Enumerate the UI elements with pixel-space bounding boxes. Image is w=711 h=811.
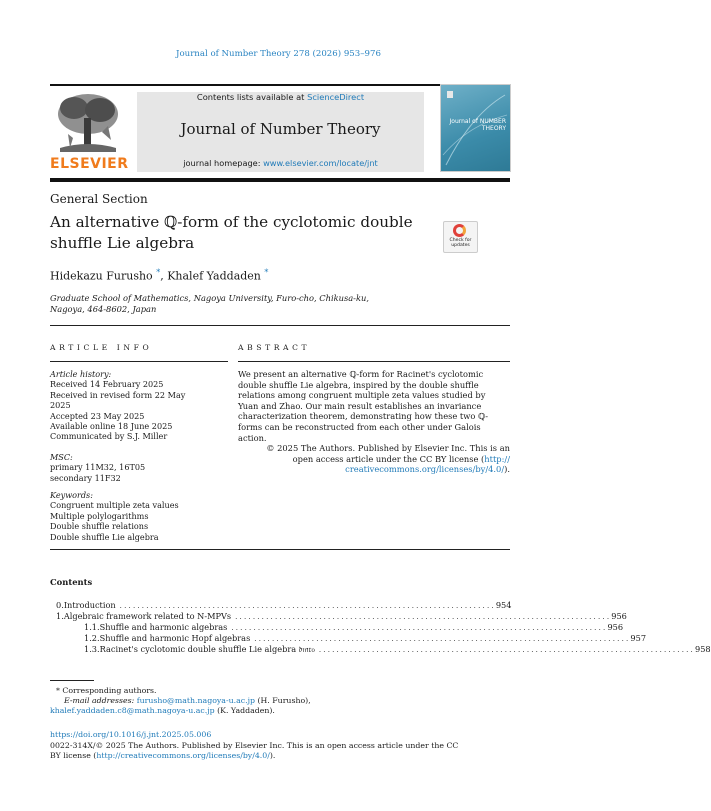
toc-number: 1.3. — [84, 644, 100, 654]
copyright-line-2 — [50, 751, 510, 761]
rule-below-abstract — [50, 549, 510, 550]
journal-homepage-line — [137, 158, 424, 168]
toc-page: 956 — [607, 622, 624, 632]
toc-entry-racinet-lie-algebra[interactable] — [50, 644, 711, 655]
abstract-rule — [238, 361, 510, 362]
msc-label: MSC: — [50, 452, 73, 462]
header-rule-bottom — [50, 178, 510, 182]
toc-number: 1.1. — [84, 622, 100, 632]
msc-primary: primary 11M32, 16T05 — [50, 462, 146, 473]
toc-entry-algebraic-framework[interactable] — [50, 611, 627, 622]
history-label: Article history: — [50, 369, 112, 379]
toc-entry-shuffle-harmonic-algebras[interactable] — [50, 622, 624, 633]
toc-entry-shuffle-harmonic-hopf[interactable] — [50, 633, 647, 644]
abstract-copyright-line-2 — [238, 454, 510, 465]
toc-title: Racinet's cyclotomic double shuffle Lie algebra 𝔡𝔪𝔯₀ — [99, 644, 315, 654]
abstract-line: We present an alternative ℚ-form for Racinet's cyclotomic — [238, 369, 484, 379]
abstract-license-end: ). — [504, 464, 510, 475]
affiliation-line-2: Nagoya, 464-8602, Japan — [50, 304, 157, 314]
abstract-line: relations among congruent multiple zeta values studied by — [238, 390, 486, 401]
author-list — [50, 268, 268, 283]
keyword-item: Double shuffle Lie algebra — [50, 531, 159, 542]
keyword-item: Multiple polylogarithms — [50, 510, 149, 521]
email-owner-yaddaden: (K. Yaddaden). — [214, 706, 275, 715]
footnote-rule — [50, 680, 94, 681]
msc-secondary: secondary 11F32 — [50, 472, 121, 483]
email-link-yaddaden[interactable]: khalef.yaddaden.c8@math.nagoya-u.ac.jp — [50, 706, 215, 715]
copyright-line-1: 0022-314X/© 2025 The Authors. Published by Elsevier Inc. This is an open access article under the CC — [50, 741, 459, 750]
article-info-rule — [50, 361, 228, 362]
abstract-line: characterization theorem, demonstrating how these two ℚ- — [238, 411, 489, 422]
toc-number: 1.2. — [84, 633, 100, 643]
abstract-line: action. — [238, 432, 267, 443]
copyright-license-end: ). — [269, 751, 276, 761]
toc-leader-dots: ..................................................................................... — [254, 635, 631, 643]
author-1[interactable]: Hidekazu Furusho — [50, 269, 153, 283]
history-communicated: Communicated by S.J. Miller — [50, 431, 168, 442]
history-accepted: Accepted 23 May 2025 — [50, 410, 145, 421]
footnote-corresponding-text: Corresponding authors. — [62, 686, 157, 695]
history-received: Received 14 February 2025 — [50, 379, 164, 390]
toc-page: 958 — [694, 644, 711, 654]
abstract-body — [238, 369, 510, 475]
rule-above-article-info — [50, 325, 510, 326]
affiliation — [50, 293, 410, 315]
title-line-1: An alternative ℚ-form of the cyclotomic double — [50, 213, 413, 231]
toc-number: 1. — [56, 611, 64, 621]
copyright-notice — [50, 741, 510, 761]
contents-heading: Contents — [50, 577, 93, 587]
contents-available-line — [137, 92, 424, 102]
elsevier-logo-text: ELSEVIER — [50, 156, 129, 172]
abstract-heading: ABSTRACT — [238, 343, 311, 352]
toc-page: 956 — [611, 611, 627, 621]
check-updates-icon — [453, 224, 466, 237]
toc-leader-dots: ..................................................................................... — [119, 602, 496, 610]
journal-title: Journal of Number Theory — [180, 120, 381, 138]
keywords-label: Keywords: — [50, 490, 93, 500]
toc-title: Shuffle and harmonic algebras — [99, 622, 228, 632]
homepage-link[interactable]: www.elsevier.com/locate/jnt — [263, 158, 378, 168]
author-separator: , — [160, 269, 168, 283]
abstract-copyright-line-1: © 2025 The Authors. Published by Elsevier Inc. This is an — [266, 443, 510, 454]
toc-page: 954 — [495, 600, 512, 610]
abstract-line: forms can be reconstructed from each other under Galois — [238, 421, 481, 432]
email-link-furusho[interactable]: furusho@math.nagoya-u.ac.jp — [136, 696, 255, 705]
abstract-line: double shuffle Lie algebra, inspired by the double shuffle — [238, 379, 479, 390]
footnote-emails-cont — [50, 706, 510, 716]
author-2-corresponding-mark[interactable]: * — [264, 268, 269, 277]
article-info-heading: ARTICLE INFO — [50, 343, 153, 352]
toc-leader-dots: ..................................................................................... — [235, 613, 612, 621]
sciencedirect-link[interactable]: ScienceDirect — [307, 92, 365, 102]
toc-number: 0. — [56, 600, 64, 610]
author-2[interactable]: Khalef Yaddaden — [167, 269, 261, 283]
email-owner-furusho: (H. Furusho), — [254, 696, 311, 705]
section-label: General Section — [50, 192, 148, 206]
toc-leader-dots: ..................................................................................... — [318, 646, 695, 654]
history-online: Available online 18 June 2025 — [50, 421, 173, 432]
footnote-mark: * — [56, 686, 60, 695]
email-label: E-mail addresses: — [64, 696, 137, 705]
copyright-license-link[interactable]: http://creativecommons.org/licenses/by/4.0/ — [96, 751, 270, 761]
journal-citation[interactable]: Journal of Number Theory 278 (2026) 953–976 — [176, 49, 381, 59]
footnote-corresponding — [50, 686, 510, 696]
contents-prefix: Contents lists available at — [196, 92, 308, 102]
abstract-license-link-start[interactable]: http:// — [484, 453, 510, 464]
abstract-copyright-line-3 — [238, 464, 510, 475]
history-revised-year: 2025 — [50, 400, 71, 411]
article-history — [50, 369, 228, 442]
toc-title: Algebraic framework related to N-MPVs — [63, 611, 232, 621]
title-line-2: shuffle Lie algebra — [50, 234, 195, 252]
history-revised: Received in revised form 22 May — [50, 389, 186, 400]
abstract-license-link[interactable]: creativecommons.org/licenses/by/4.0/ — [345, 464, 505, 475]
copyright-license-text: BY license ( — [50, 751, 97, 761]
toc-page: 957 — [630, 633, 647, 643]
toc-leader-dots: ..................................................................................... — [231, 624, 608, 632]
author-1-corresponding-mark[interactable]: * — [156, 268, 161, 277]
abstract-line: Yuan and Zhao. Our main result establishes an invariance — [238, 400, 482, 411]
footnote-emails — [50, 696, 510, 706]
keyword-item: Congruent multiple zeta values — [50, 500, 179, 511]
abstract-license-text: open access article under the CC BY license ( — [292, 453, 485, 464]
msc-block — [50, 452, 228, 483]
keyword-item: Double shuffle relations — [50, 521, 149, 532]
homepage-prefix: journal homepage: — [183, 158, 264, 168]
toc-title: Shuffle and harmonic Hopf algebras — [99, 633, 251, 643]
check-updates-label: Check for updates — [449, 238, 472, 248]
cover-journal-title: Journal of NUMBER THEORY — [449, 118, 506, 132]
article-title — [50, 212, 420, 254]
toc-title: Introduction — [63, 600, 116, 610]
affiliation-line-1: Graduate School of Mathematics, Nagoya University, Furo-cho, Chikusa-ku, — [50, 293, 369, 303]
toc-entry-introduction[interactable] — [50, 600, 510, 611]
doi-link[interactable]: https://doi.org/10.1016/j.jnt.2025.05.006 — [50, 730, 212, 739]
keywords-block — [50, 490, 228, 542]
